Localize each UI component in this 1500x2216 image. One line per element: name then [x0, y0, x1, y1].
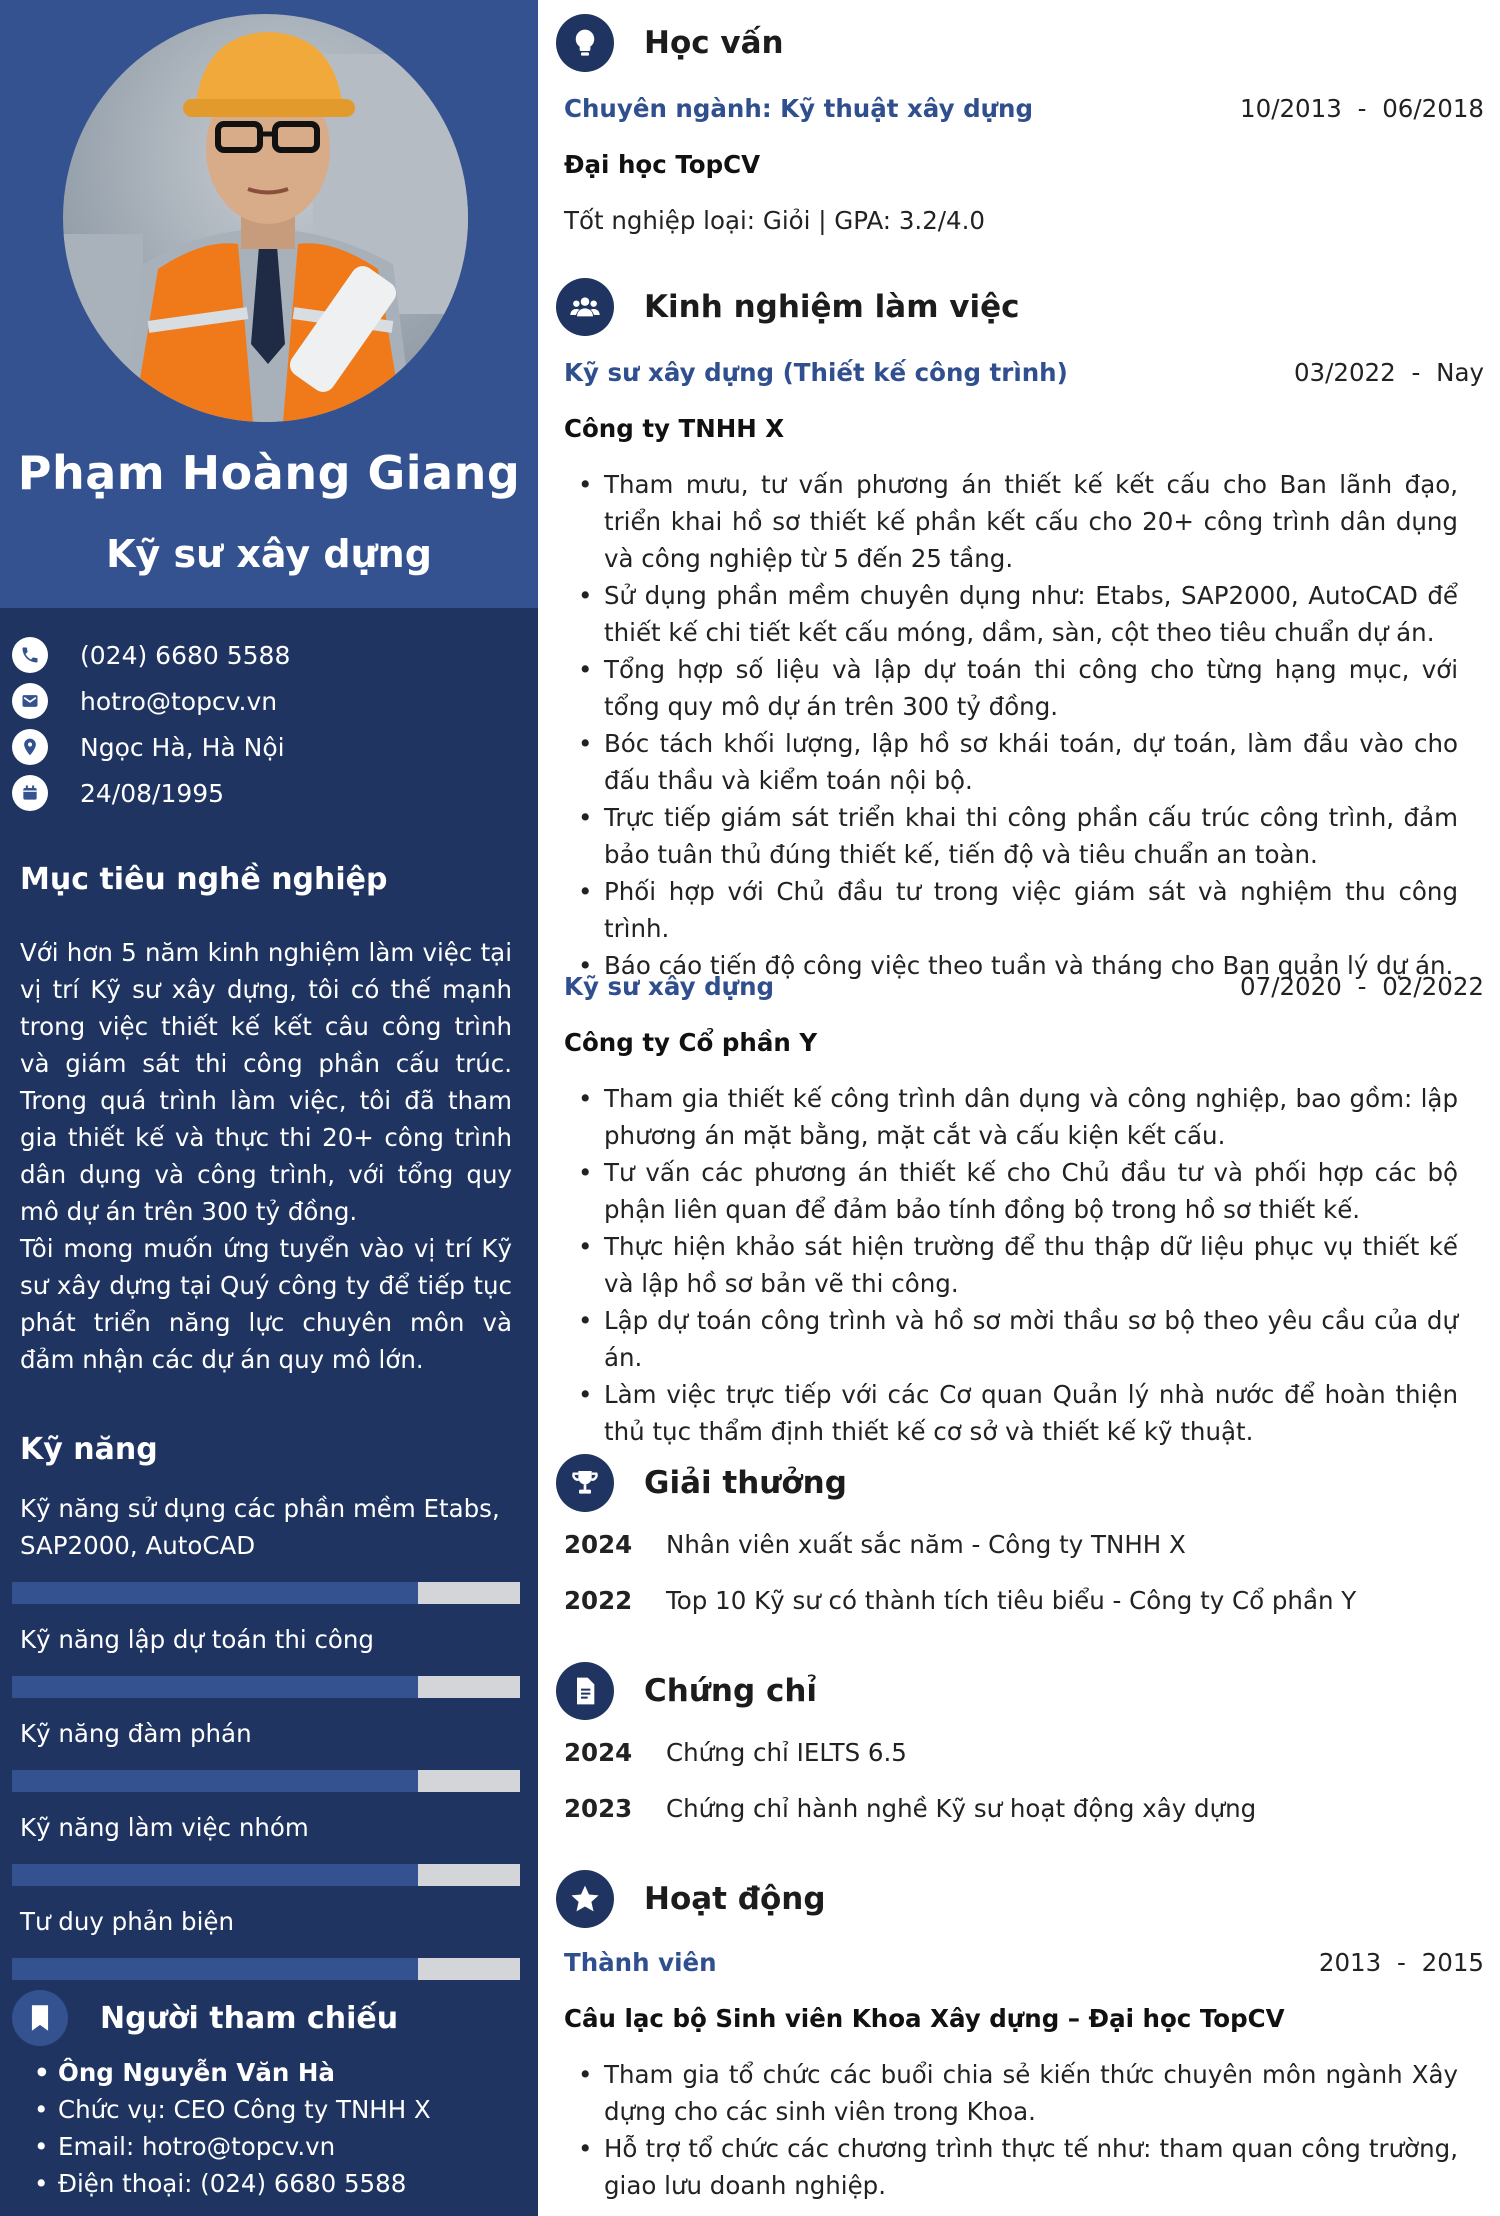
skill-bar	[12, 1864, 520, 1886]
avatar	[63, 14, 468, 422]
contact-location	[12, 724, 532, 770]
contact-location-text: Ngọc Hà, Hà Nội	[80, 732, 285, 762]
contact-phone	[12, 632, 532, 678]
award-year: 2022	[564, 1586, 633, 1615]
job-row-2	[564, 966, 1484, 1006]
job-2-bullet: • Thực hiện khảo sát hiện trường để thu thập dữ liệu phục vụ thiết kế và lập hồ sơ bản vẽ thi công.	[578, 1228, 1458, 1302]
education-row	[564, 88, 1484, 128]
education-header	[556, 14, 784, 72]
references-list	[34, 2054, 524, 2202]
job-2-position: Kỹ sư xây dựng	[564, 971, 775, 1001]
skill-item	[12, 1809, 520, 1886]
calendar-icon	[12, 775, 48, 811]
education-major: Chuyên ngành: Kỹ thuật xây dựng	[564, 93, 1034, 123]
job-1-bullet: • Bóc tách khối lượng, lập hồ sơ khái toán, dự toán, làm đầu vào cho đấu thầu và kiểm toán nội bộ.	[578, 725, 1458, 799]
activities-header	[556, 1870, 826, 1928]
experience-heading: Kinh nghiệm làm việc	[644, 289, 1020, 325]
education-dates: 10/2013 - 06/2018	[1240, 93, 1484, 123]
activity-bullets	[578, 2056, 1458, 2204]
objective-paragraph-1: Với hơn 5 năm kinh nghiệm làm việc tại vị trí Kỹ sư xây dựng, tôi có thế mạnh trong việc thiết kế kết câu công trình và giám sát thi công phần cấu trúc. Trong quá trình làm việc, tôi đã tham gia thiết kế và thực thi 20+ công trình dân dụng và công trình, với tổng quy mô dự án trên 300 tỷ đồng.	[20, 938, 512, 1226]
certificates-header	[556, 1662, 817, 1720]
skill-bar-fill	[12, 1958, 418, 1980]
job-2-dates: 07/2020 - 02/2022	[1240, 971, 1484, 1001]
reference-name: • Ông Nguyễn Văn Hà	[34, 2054, 524, 2091]
sidebar	[0, 0, 538, 2216]
document-icon	[556, 1662, 614, 1720]
job-1-position: Kỹ sư xây dựng (Thiết kế công trình)	[564, 357, 1068, 387]
certificate-row	[564, 1794, 1484, 1823]
award-text: Top 10 Kỹ sư có thành tích tiêu biểu - Công ty Cổ phần Y	[666, 1586, 1357, 1615]
phone-icon	[12, 637, 48, 673]
activity-dates: 2013 - 2015	[1318, 1947, 1484, 1977]
skill-bar	[12, 1676, 520, 1698]
profile-photo	[63, 14, 468, 422]
certificate-year: 2024	[564, 1738, 633, 1767]
contact-birthday-text: 24/08/1995	[80, 778, 225, 808]
skill-item	[12, 1903, 520, 1980]
skill-label: Kỹ năng sử dụng các phần mềm Etabs, SAP2000, AutoCAD	[20, 1494, 500, 1560]
job-1-bullets	[578, 466, 1458, 984]
education-school: Đại học TopCV	[564, 150, 761, 179]
lightbulb-icon	[556, 14, 614, 72]
skills-heading: Kỹ năng	[20, 1432, 158, 1467]
certificate-year: 2023	[564, 1794, 633, 1823]
email-icon	[12, 683, 48, 719]
skill-label: Kỹ năng đàm phán	[20, 1719, 252, 1748]
job-1-dates: 03/2022 - Nay	[1293, 357, 1484, 387]
skill-label: Tư duy phản biện	[20, 1907, 235, 1936]
award-text: Nhân viên xuất sắc năm - Công ty TNHH X	[666, 1530, 1186, 1559]
candidate-name: Phạm Hoàng Giang	[17, 446, 521, 500]
award-row	[564, 1530, 1484, 1559]
job-1-bullet: • Tham mưu, tư vấn phương án thiết kế kết cấu cho Ban lãnh đạo, triển khai hồ sơ thiết kế phần kết cấu cho 20+ công trình dân dụng và công nghiệp từ 5 đến 25 tầng.	[578, 466, 1458, 577]
job-1-bullet: • Báo cáo tiến độ công việc theo tuần và tháng cho Ban quản lý dự án.	[578, 947, 1458, 984]
reference-email: • Email: hotro@topcv.vn	[34, 2128, 524, 2165]
job-2-bullet: • Làm việc trực tiếp với các Cơ quan Quản lý nhà nước để hoàn thiện thủ tục thẩm định thiết kế cơ sở và thiết kế kỹ thuật.	[578, 1376, 1458, 1450]
skill-item	[12, 1715, 520, 1792]
contact-birthday	[12, 770, 532, 816]
skill-bar	[12, 1770, 520, 1792]
activity-row	[564, 1942, 1484, 1982]
activity-bullet: • Tham gia tổ chức các buổi chia sẻ kiến thức chuyên môn ngành Xây dựng cho các sinh viên trong Khoa.	[578, 2056, 1458, 2130]
skill-bar	[12, 1958, 520, 1980]
objective-text	[20, 934, 512, 1378]
skills-list	[12, 1490, 520, 1997]
contact-list	[12, 632, 532, 816]
reference-position: • Chức vụ: CEO Công ty TNHH X	[34, 2091, 524, 2128]
users-icon	[556, 278, 614, 336]
certificate-row	[564, 1738, 1484, 1767]
profile-header	[0, 0, 538, 608]
skill-label: Kỹ năng làm việc nhóm	[20, 1813, 309, 1842]
activity-role: Thành viên	[564, 1947, 717, 1977]
award-row	[564, 1586, 1484, 1615]
skill-label: Kỹ năng lập dự toán thi công	[20, 1625, 374, 1654]
certificate-text: Chứng chỉ IELTS 6.5	[666, 1738, 907, 1767]
trophy-icon	[556, 1454, 614, 1512]
job-1-bullet: • Trực tiếp giám sát triển khai thi công phần cấu trúc công trình, đảm bảo tuân thủ đúng thiết kế, tiến độ và tiêu chuẩn an toàn.	[578, 799, 1458, 873]
contact-email	[12, 678, 532, 724]
job-2-company: Công ty Cổ phần Y	[564, 1028, 818, 1057]
job-1-company: Công ty TNHH X	[564, 414, 785, 443]
job-2-bullets	[578, 1080, 1458, 1450]
objective-paragraph-2: Tôi mong muốn ứng tuyển vào vị trí Kỹ sư xây dựng tại Quý công ty để tiếp tục phát triển năng lực chuyên môn và đảm nhận các dự án quy mô lớn.	[20, 1234, 512, 1374]
job-1-bullet: • Sử dụng phần mềm chuyên dụng như: Etabs, SAP2000, AutoCAD để thiết kế chi tiết kết cấu móng, dầm, sàn, cột theo tiêu chuẩn dự án.	[578, 577, 1458, 651]
reference-phone: • Điện thoại: (024) 6680 5588	[34, 2165, 524, 2202]
education-detail: Tốt nghiệp loại: Giỏi | GPA: 3.2/4.0	[564, 206, 985, 235]
certificates-heading: Chứng chỉ	[644, 1673, 818, 1709]
job-row-1	[564, 352, 1484, 392]
contact-email-text: hotro@topcv.vn	[80, 686, 278, 716]
skill-item	[12, 1490, 520, 1604]
star-icon	[556, 1870, 614, 1928]
activities-heading: Hoạt động	[644, 1881, 826, 1917]
experience-header	[556, 278, 1020, 336]
job-2-bullet: • Lập dự toán công trình và hồ sơ mời thầu sơ bộ theo yêu cầu của dự án.	[578, 1302, 1458, 1376]
job-2-bullet: • Tham gia thiết kế công trình dân dụng và công nghiệp, bao gồm: lập phương án mặt bằng, mặt cắt và cấu kiện kết cấu.	[578, 1080, 1458, 1154]
award-year: 2024	[564, 1530, 633, 1559]
awards-header	[556, 1454, 847, 1512]
skill-bar-fill	[12, 1864, 418, 1886]
contact-phone-text: (024) 6680 5588	[80, 640, 291, 670]
candidate-role: Kỹ sư xây dựng	[106, 532, 432, 576]
job-2-bullet: • Tư vấn các phương án thiết kế cho Chủ đầu tư và phối hợp các bộ phận liên quan để đảm bảo tính đồng bộ trong hồ sơ thiết kế.	[578, 1154, 1458, 1228]
references-header	[12, 1990, 398, 2046]
bookmark-icon	[12, 1990, 68, 2046]
objective-heading: Mục tiêu nghề nghiệp	[20, 862, 388, 897]
location-icon	[12, 729, 48, 765]
skill-bar-fill	[12, 1582, 418, 1604]
activity-bullet: • Hỗ trợ tổ chức các chương trình thực tế như: tham quan công trường, giao lưu doanh nghiệp.	[578, 2130, 1458, 2204]
skill-bar	[12, 1582, 520, 1604]
activity-org: Câu lạc bộ Sinh viên Khoa Xây dựng – Đại học TopCV	[564, 2004, 1285, 2033]
references-heading: Người tham chiếu	[100, 2000, 399, 2036]
education-heading: Học vấn	[644, 25, 784, 61]
main-content	[538, 0, 1500, 2216]
certificate-text: Chứng chỉ hành nghề Kỹ sư hoạt động xây dựng	[666, 1794, 1257, 1823]
awards-heading: Giải thưởng	[644, 1465, 847, 1501]
job-1-bullet: • Tổng hợp số liệu và lập dự toán thi công cho từng hạng mục, với tổng quy mô dự án trên 300 tỷ đồng.	[578, 651, 1458, 725]
skill-bar-fill	[12, 1770, 418, 1792]
skill-item	[12, 1621, 520, 1698]
job-1-bullet: • Phối hợp với Chủ đầu tư trong việc giám sát và nghiệm thu công trình.	[578, 873, 1458, 947]
skill-bar-fill	[12, 1676, 418, 1698]
